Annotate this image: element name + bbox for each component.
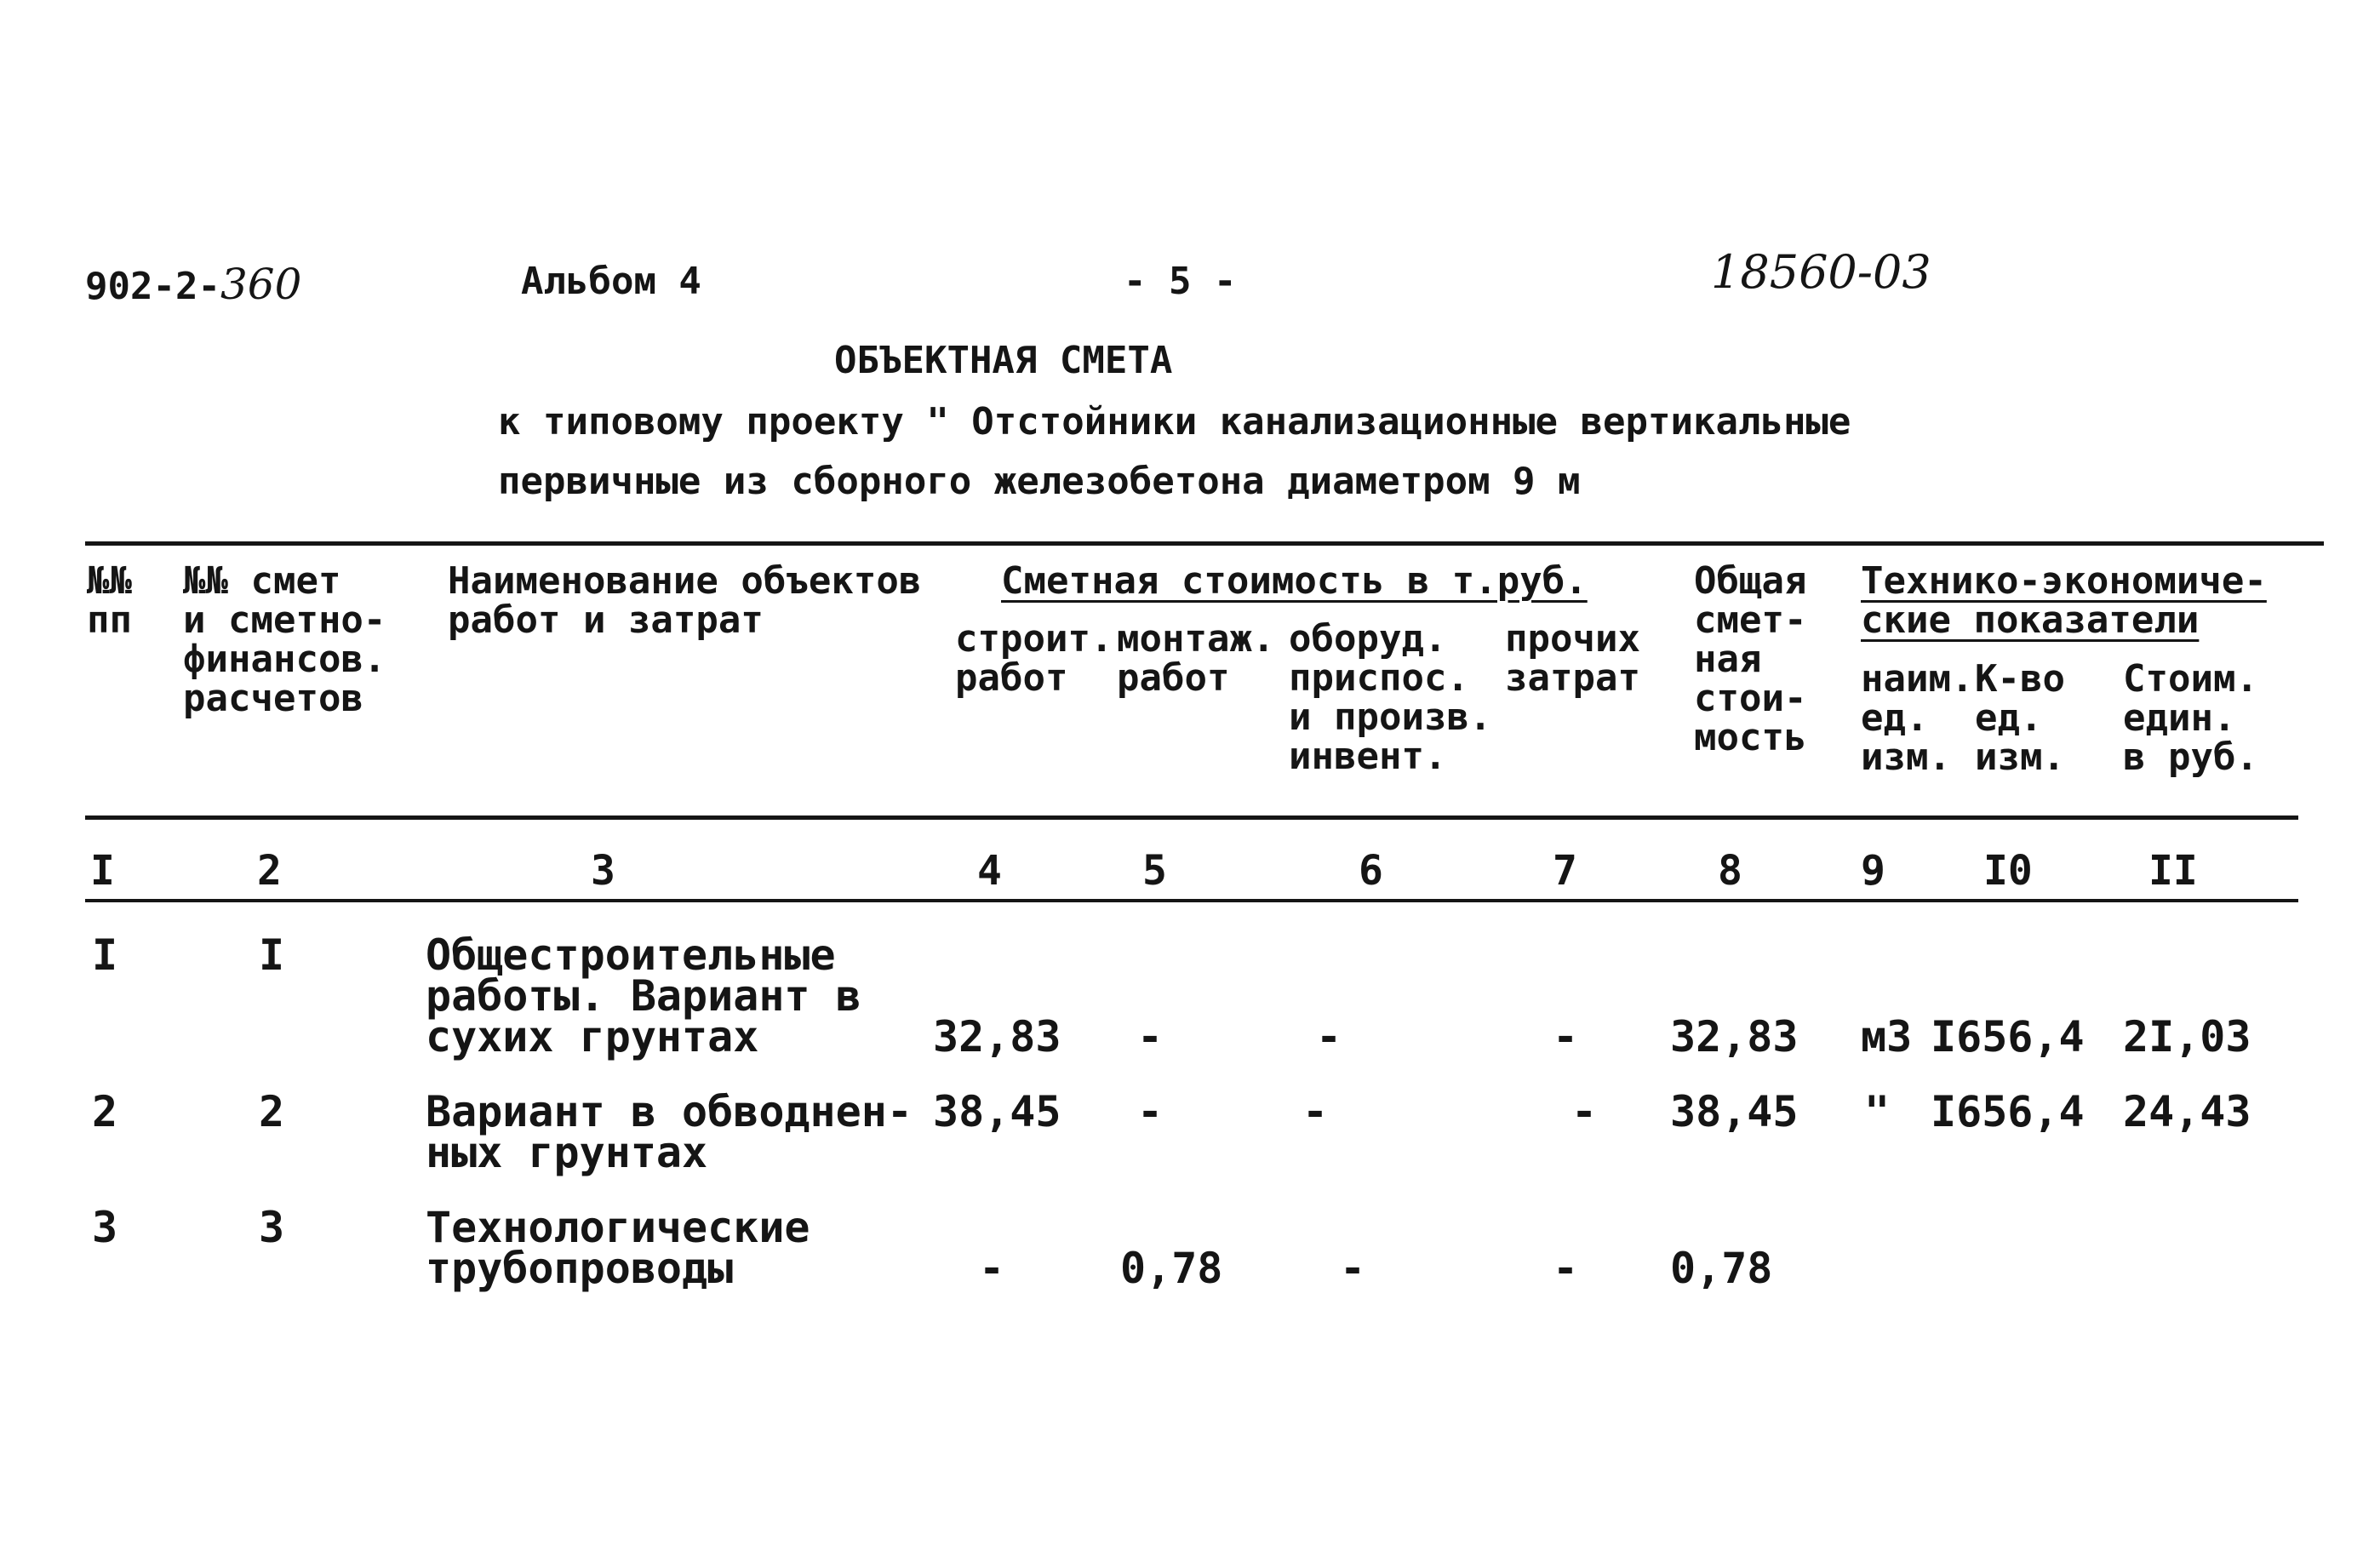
row-quantity: I656,4	[1931, 1087, 2085, 1136]
col-number: 8	[1718, 847, 1742, 895]
col-header-item-name: Наименование объектов работ и затрат	[448, 559, 922, 642]
row-estimate-number: 2	[259, 1087, 285, 1136]
col-group-cost-header: Сметная стоимость в т.руб.	[1001, 559, 1588, 603]
col-header-construction: строит. работ	[955, 617, 1113, 700]
row-other-cost: -	[1553, 1012, 1579, 1062]
row-total-cost: 0,78	[1670, 1244, 1773, 1293]
col-number: 4	[977, 847, 1002, 895]
col-number: I	[90, 847, 115, 895]
row-construction-cost: 32,83	[933, 1012, 1061, 1062]
handwritten-stamp: 18560-03	[1711, 245, 1931, 299]
col-number: II	[2148, 847, 2198, 895]
col-number: 2	[257, 847, 282, 895]
row-unit-cost: 24,43	[2123, 1087, 2251, 1136]
row-quantity: I656,4	[1931, 1012, 2085, 1062]
row-total-cost: 38,45	[1670, 1087, 1799, 1136]
row-installation-cost: -	[1137, 1087, 1164, 1136]
col-header-unit: наим. ед. изм.	[1861, 657, 1974, 779]
col-header-unit-cost: Стоим. един. в руб.	[2123, 657, 2258, 779]
row-equipment-cost: -	[1302, 1087, 1329, 1136]
doc-code	[85, 260, 301, 309]
row-item-name: Общестроительные работы. Вариант в сухих грунтах	[426, 930, 861, 1062]
document-title: ОБЪЕКТНАЯ СМЕТА	[834, 339, 1173, 382]
row-unit: "	[1864, 1087, 1891, 1136]
row-installation-cost: -	[1137, 1012, 1164, 1062]
row-estimate-number: I	[259, 930, 285, 980]
col-header-total: Общая смет- ная стои- мость	[1694, 559, 1807, 759]
row-installation-cost: 0,78	[1120, 1244, 1223, 1293]
doc-code-prefix: 902-2-	[85, 265, 220, 308]
col-header-equipment: оборуд. приспос. и произв. инвент.	[1289, 617, 1492, 778]
row-equipment-cost: -	[1340, 1244, 1366, 1293]
col-header-quantity: К-во ед. изм.	[1975, 657, 2065, 779]
row-construction-cost: 38,45	[933, 1087, 1061, 1136]
row-number: 2	[92, 1087, 118, 1136]
col-group-tech-header: Технико-экономиче- ские показатели	[1861, 559, 2267, 642]
col-header-installation: монтаж. работ	[1117, 617, 1275, 700]
album-label: Альбом 4	[521, 260, 701, 303]
col-header-row-number: №№ пп	[87, 559, 132, 642]
row-unit: м3	[1861, 1012, 1913, 1062]
subtitle-line-1: к типовому проекту " Отстойники канализационные вертикальные	[498, 400, 1851, 444]
col-number: 6	[1359, 847, 1383, 895]
doc-code-number: 360	[220, 260, 302, 309]
col-header-estimate-number: №№ смет и сметно- финансов. расчетов	[183, 559, 386, 720]
row-item-name: Вариант в обводнен- ных грунтах	[426, 1087, 913, 1177]
col-header-other: прочих затрат	[1505, 617, 1640, 700]
row-other-cost: -	[1571, 1087, 1598, 1136]
row-number: I	[92, 930, 118, 980]
col-number: 3	[591, 847, 615, 895]
subtitle-line-2: первичные из сборного железобетона диаметром 9 м	[498, 460, 1581, 503]
table-top-rule	[85, 541, 2324, 546]
column-numbers-rule	[85, 899, 2298, 902]
col-number: 7	[1553, 847, 1577, 895]
row-total-cost: 32,83	[1670, 1012, 1799, 1062]
row-unit-cost: 2I,03	[2123, 1012, 2251, 1062]
row-construction-cost: -	[979, 1244, 1005, 1293]
row-estimate-number: 3	[259, 1203, 285, 1252]
row-number: 3	[92, 1203, 118, 1252]
row-equipment-cost: -	[1316, 1012, 1342, 1062]
col-number: 5	[1142, 847, 1167, 895]
header-bottom-rule	[85, 815, 2298, 820]
page-number: - 5 -	[1124, 260, 1237, 303]
col-number: 9	[1861, 847, 1885, 895]
row-item-name: Технологические трубопроводы	[426, 1203, 810, 1293]
col-number: I0	[1983, 847, 2033, 895]
row-other-cost: -	[1553, 1244, 1579, 1293]
